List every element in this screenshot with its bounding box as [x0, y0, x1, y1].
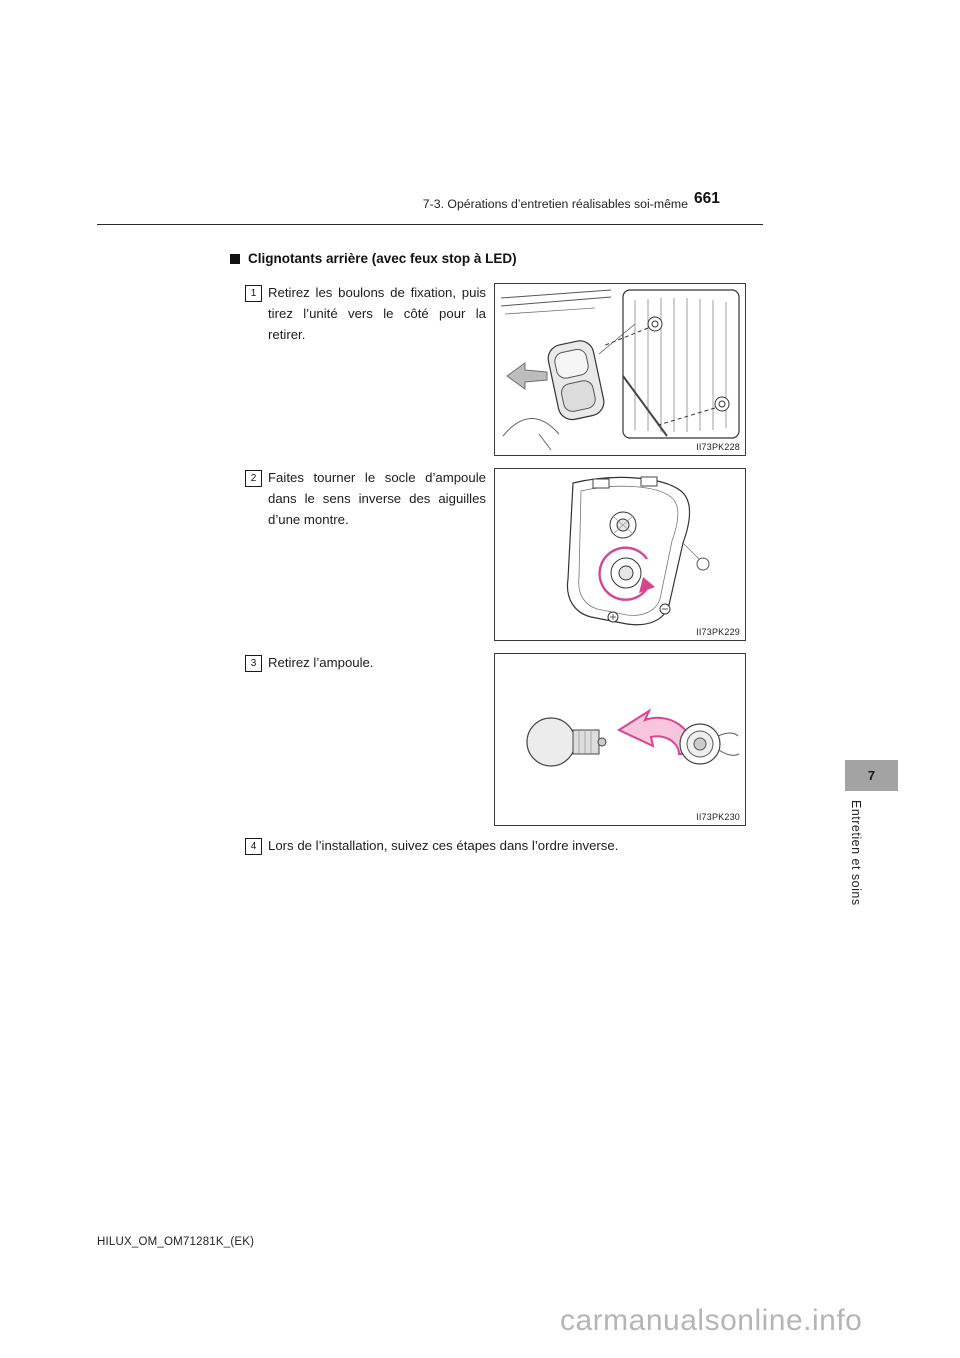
- header-divider: [97, 224, 763, 225]
- document-code: HILUX_OM_OM71281K_(EK): [97, 1236, 255, 1248]
- figure-code: II73PK228: [693, 442, 740, 452]
- bulb-removal-illustration: [495, 654, 745, 825]
- tail-lamp-removal-illustration: [495, 284, 745, 455]
- figure-bulb-socket-rotation: [494, 468, 746, 641]
- step-4-number-badge: 4: [245, 838, 262, 855]
- step-3-number-badge: 3: [245, 655, 262, 672]
- chapter-title-vertical: Entretien et soins: [849, 800, 863, 906]
- bulb-icon: [527, 718, 575, 766]
- step-2: [245, 468, 491, 531]
- bulb-socket-rotation-illustration: [495, 469, 745, 640]
- watermark-text: carmanualsonline.info: [560, 1304, 863, 1337]
- figure-code: II73PK230: [693, 812, 740, 822]
- tail-lamp-unit: [546, 338, 607, 422]
- step-4: [245, 836, 805, 857]
- step-4-text: Lors de l’installation, suivez ces étapes dans l’ordre inverse.: [268, 838, 619, 853]
- step-1-text: Retirez les boulons de fixation, puis tirez l’unité vers le côté pour la retirer.: [268, 285, 486, 342]
- step-3: [245, 653, 491, 674]
- bolt-icon: [715, 397, 729, 411]
- step-3-text: Retirez l’ampoule.: [268, 655, 374, 670]
- step-1-number-badge: 1: [245, 285, 262, 302]
- page-number: 661: [694, 190, 720, 207]
- bolt-icon: [648, 317, 662, 331]
- step-2-text: Faites tourner le socle d’ampoule dans le sens inverse des aiguilles d’une montre.: [268, 470, 486, 527]
- square-bullet-icon: [230, 254, 240, 264]
- running-header: 7-3. Opérations d’entretien réalisables soi-même: [422, 197, 688, 211]
- chapter-tab: 7: [845, 760, 898, 791]
- step-1: [245, 283, 491, 346]
- figure-code: II73PK229: [693, 627, 740, 637]
- section-title: Clignotants arrière (avec feux stop à LED): [248, 251, 517, 266]
- figure-tail-lamp-unit-removal: [494, 283, 746, 456]
- section-title-row: [230, 251, 517, 266]
- pull-left-arrow-icon: [507, 363, 547, 389]
- figure-bulb-removal: [494, 653, 746, 826]
- step-2-number-badge: 2: [245, 470, 262, 487]
